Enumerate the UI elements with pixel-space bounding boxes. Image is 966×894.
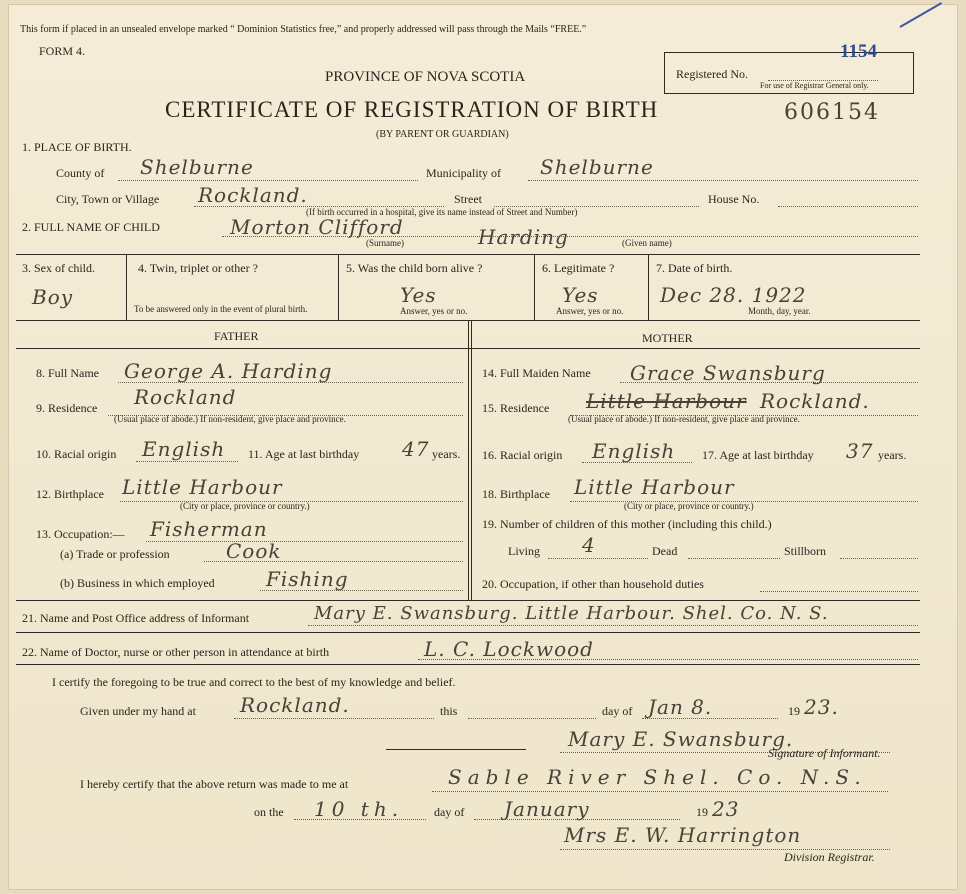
municipality-value: Shelburne	[540, 155, 654, 179]
house-line	[778, 206, 918, 207]
day-of-label: day of	[602, 704, 633, 718]
attendant-label: 22. Name of Doctor, nurse or other person in attendance at birth	[22, 645, 330, 659]
legitimate-value: Yes	[562, 283, 599, 307]
twin-label: 4. Twin, triplet or other ?	[138, 261, 258, 275]
father-name-value: George A. Harding	[124, 359, 333, 383]
father-residence-label: 9. Residence	[36, 401, 98, 415]
rule	[16, 600, 920, 601]
house-no-label: House No.	[708, 192, 760, 206]
given-place: Rockland.	[240, 693, 350, 717]
rule	[468, 320, 469, 600]
rule	[16, 254, 920, 255]
informant-label: 21. Name and Post Office address of Informant	[22, 611, 250, 625]
mother-occupation-line	[760, 591, 918, 592]
registrar-place-line	[432, 791, 888, 792]
mother-occupation-label: 20. Occupation, if other than household duties	[482, 577, 704, 591]
father-age-unit: years.	[432, 447, 461, 461]
father-trade-value: Cook	[226, 539, 282, 563]
child-name-label: 2. FULL NAME OF CHILD	[22, 220, 160, 234]
stillborn-label: Stillborn	[784, 544, 827, 558]
municipality-line	[528, 180, 918, 181]
registered-no-label: Registered No.	[676, 67, 748, 81]
year-prefix-2: 19	[696, 805, 708, 819]
on-the-value: 10 th.	[314, 797, 404, 821]
blue-pencil-stroke	[900, 2, 943, 28]
father-racial-line	[136, 461, 238, 462]
county-value: Shelburne	[140, 155, 254, 179]
mother-residence-struck: Little Harbour	[586, 389, 747, 413]
informant-line	[308, 625, 918, 626]
father-birthplace-label: 12. Birthplace	[36, 487, 104, 501]
living-value: 4	[582, 533, 596, 557]
father-business-label: (b) Business in which employed	[60, 576, 215, 590]
father-occupation-label: 13. Occupation:—	[36, 527, 125, 541]
father-racial-label: 10. Racial origin	[36, 447, 117, 461]
province-heading: PROVINCE OF NOVA SCOTIA	[325, 69, 526, 85]
registered-no-value: 1154	[840, 41, 877, 62]
mother-maiden-value: Grace Swansburg	[630, 361, 826, 385]
page-subtitle: (BY PARENT OR GUARDIAN)	[376, 129, 509, 140]
county-line	[118, 180, 418, 181]
mother-age-value: 37	[846, 439, 874, 463]
child-surname: Harding	[478, 225, 569, 249]
certify-text: I certify the foregoing to be true and correct to the best of my knowledge and belief.	[52, 675, 456, 689]
rule	[386, 749, 526, 750]
father-racial-value: English	[142, 437, 226, 461]
year-value: 23.	[804, 695, 839, 719]
certificate-page	[8, 4, 958, 890]
mother-birthplace-note: (City or place, province or country.)	[624, 501, 754, 511]
registrar-text: I hereby certify that the above return was made to me at	[80, 777, 349, 791]
form-number: FORM 4.	[39, 44, 86, 58]
municipality-label: Municipality of	[426, 166, 501, 180]
alive-value: Yes	[400, 283, 437, 307]
county-label: County of	[56, 166, 105, 180]
on-the-label: on the	[254, 805, 284, 819]
mother-birthplace-value: Little Harbour	[574, 475, 735, 499]
twin-note: To be answered only in the event of plural birth.	[134, 304, 308, 314]
mother-residence-value: Rockland.	[760, 389, 870, 413]
rule	[648, 254, 649, 320]
father-name-label: 8. Full Name	[36, 366, 99, 380]
place-of-birth-label: 1. PLACE OF BIRTH.	[22, 140, 132, 154]
registered-no-note: For use of Registrar General only.	[760, 81, 869, 90]
father-birthplace-note: (City or place, province or country.)	[180, 501, 310, 511]
father-business-value: Fishing	[266, 567, 349, 591]
rule	[338, 254, 339, 320]
street-label: Street	[454, 192, 482, 206]
sex-value: Boy	[32, 285, 74, 309]
certificate-number: 606154	[784, 100, 880, 125]
dob-value: Dec 28. 1922	[660, 283, 807, 307]
alive-label: 5. Was the child born alive ?	[346, 261, 483, 275]
father-birthplace-value: Little Harbour	[122, 475, 283, 499]
signature-caption: Signature of Informant.	[768, 746, 881, 760]
sex-label: 3. Sex of child.	[22, 261, 95, 275]
registrar-signature: Mrs E. W. Harrington	[564, 823, 802, 847]
father-age-label: 11. Age at last birthday	[248, 447, 360, 461]
children-label: 19. Number of children of this mother (including this child.)	[482, 517, 772, 531]
father-age-value: 47	[402, 437, 430, 461]
living-label: Living	[508, 544, 540, 558]
father-residence-value: Rockland	[134, 385, 237, 409]
mother-racial-value: English	[592, 439, 676, 463]
mother-birthplace-label: 18. Birthplace	[482, 487, 550, 501]
father-trade-label: (a) Trade or profession	[60, 547, 170, 561]
month-value: January	[504, 797, 590, 821]
legitimate-note: Answer, yes or no.	[556, 306, 624, 316]
dead-line	[688, 558, 780, 559]
mail-notice: This form if placed in an unsealed envelope marked “ Dominion Statistics free,” and properly addressed will pass through the Mails “FREE.”	[20, 24, 587, 35]
hospital-note: (If birth occurred in a hospital, give its name instead of Street and Number)	[306, 207, 578, 217]
mother-racial-label: 16. Racial origin	[482, 448, 563, 462]
page-title: CERTIFICATE OF REGISTRATION OF BIRTH	[165, 97, 659, 122]
this-label: this	[440, 704, 458, 718]
mother-heading: MOTHER	[642, 331, 693, 345]
given-name-caption: (Given name)	[622, 238, 672, 248]
child-given-name: Morton Clifford	[230, 215, 404, 239]
day-of-label-2: day of	[434, 805, 465, 819]
rule	[126, 254, 127, 320]
informant-value: Mary E. Swansburg. Little Harbour. Shel. Co. N. S.	[314, 603, 829, 624]
year-prefix: 19	[788, 704, 800, 718]
rule	[471, 320, 472, 600]
registrar-place: Sable River Shel. Co. N.S.	[448, 765, 867, 789]
mother-age-unit: years.	[878, 448, 907, 462]
alive-note: Answer, yes or no.	[400, 306, 468, 316]
given-label: Given under my hand at	[80, 704, 196, 718]
dead-label: Dead	[652, 544, 678, 558]
rule	[16, 664, 920, 665]
rule	[16, 348, 920, 349]
living-line	[548, 558, 648, 559]
informant-signature: Mary E. Swansburg.	[568, 727, 794, 751]
surname-caption: (Surname)	[366, 238, 404, 248]
mother-maiden-label: 14. Full Maiden Name	[482, 366, 591, 380]
city-label: City, Town or Village	[56, 192, 160, 206]
year-value-2: 23	[712, 797, 740, 821]
father-occupation-line	[146, 541, 463, 542]
this-line	[468, 718, 596, 719]
city-value: Rockland.	[198, 183, 308, 207]
given-place-line	[234, 718, 434, 719]
mother-residence-note: (Usual place of abode.) If non-resident, give place and province.	[568, 414, 800, 424]
father-heading: FATHER	[214, 329, 259, 343]
attendant-value: L. C. Lockwood	[424, 637, 594, 661]
father-residence-note: (Usual place of abode.) If non-resident, give place and province.	[114, 414, 346, 424]
legitimate-label: 6. Legitimate ?	[542, 261, 615, 275]
rule	[16, 632, 920, 633]
rule	[534, 254, 535, 320]
registrar-caption: Division Registrar.	[784, 850, 875, 864]
mother-residence-label: 15. Residence	[482, 401, 550, 415]
father-occupation-value: Fisherman	[150, 517, 268, 541]
stillborn-line	[840, 558, 918, 559]
day-of-value: Jan 8.	[648, 695, 713, 719]
dob-label: 7. Date of birth.	[656, 261, 733, 275]
mother-age-label: 17. Age at last birthday	[702, 448, 814, 462]
dob-note: Month, day, year.	[748, 306, 811, 316]
